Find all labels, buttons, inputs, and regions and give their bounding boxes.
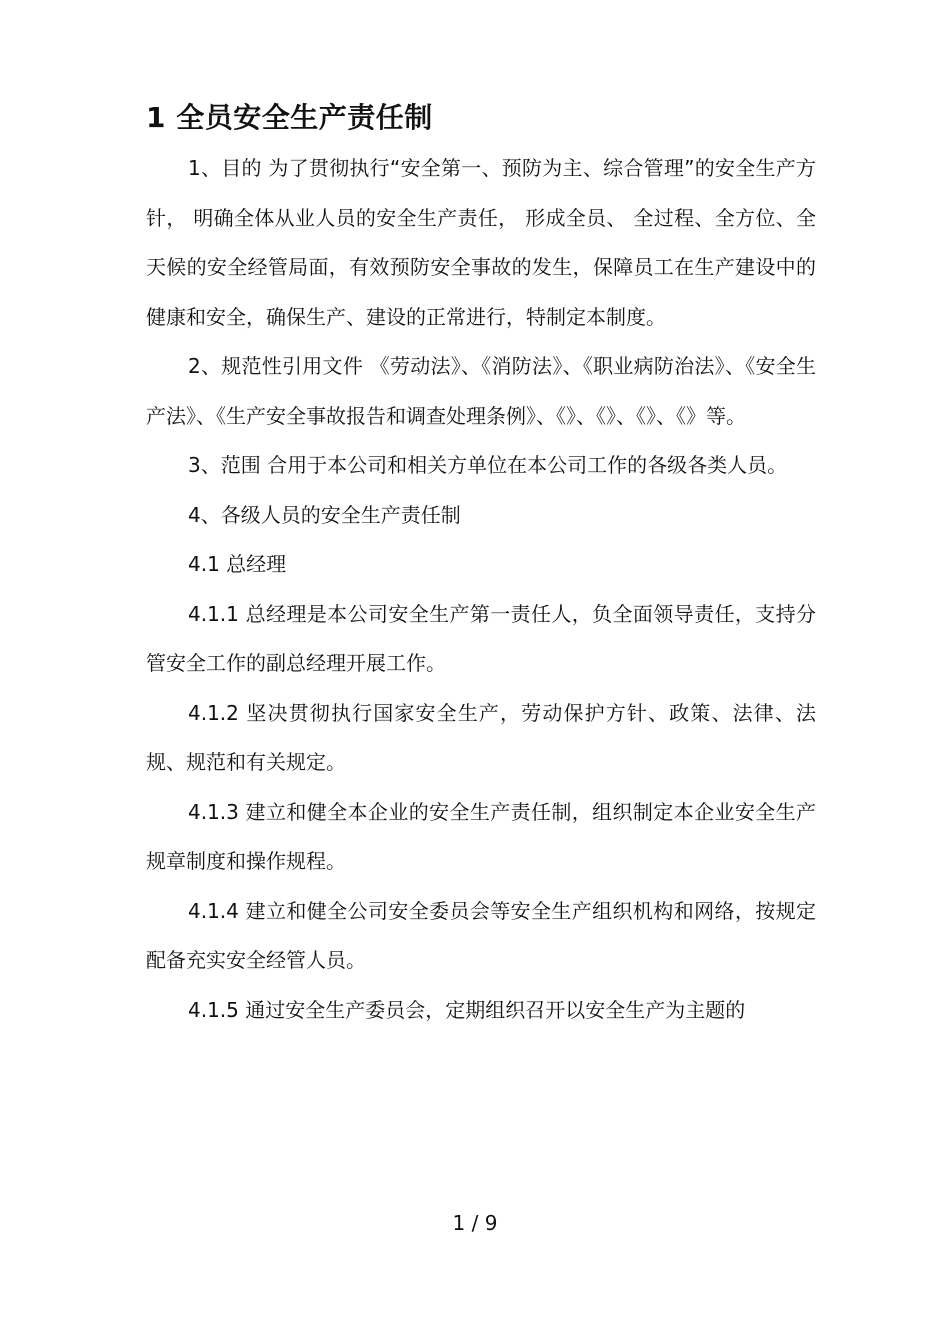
document-title: 1 全员安全生产责任制 <box>146 101 433 134</box>
paragraph-4-1-2: 4.1.2 坚决贯彻执行国家安全生产，劳动保护方针、政策、法律、法规、规范和有关规定。 <box>146 700 816 774</box>
paragraph-scope: 3、范围 合用于本公司和相关方单位在本公司工作的各级各类人员。 <box>188 453 788 477</box>
document-body <box>146 96 816 1035</box>
paragraph-section-4: 4、各级人员的安全生产责任制 <box>188 502 461 527</box>
paragraph-4-1-4: 4.1.4 建立和健全公司安全委员会等安全生产组织机构和网络，按规定配备充实安全经管人员。 <box>146 898 816 972</box>
paragraph-4-1-3: 4.1.3 建立和健全本企业的安全生产责任制，组织制定本企业安全生产规章制度和操作规程。 <box>146 799 816 873</box>
paragraph-4-1-1: 4.1.1 总经理是本公司安全生产第一责任人，负全面领导责任，支持分管安全工作的副总经理开展工作。 <box>146 601 816 675</box>
paragraph-4-1-5: 4.1.5 通过安全生产委员会，定期组织召开以安全生产为主题的 <box>188 997 746 1022</box>
paragraph-purpose: 1、目的 为了贯彻执行“安全第一、预防为主、综合管理”的安全生产方针， 明确全体从业人员的安全生产责任， 形成全员、 全过程、全方位、全天候的安全经管局面，有效预防安全事故的发生，保障员工在生产建设中的健康和安全，确保生产、建设的正常进行，特制定本制度。 <box>146 156 816 329</box>
paragraph-section-4-1: 4.1 总经理 <box>188 552 287 576</box>
paragraph-references: 2、规范性引用文件 《劳动法》、《消防法》、《职业病防治法》、《安全生产法》、《生产安全事故报告和调查处理条例》、《》、《》、《》、《》等。 <box>146 354 816 428</box>
page-number: 1 / 9 <box>452 1211 498 1235</box>
